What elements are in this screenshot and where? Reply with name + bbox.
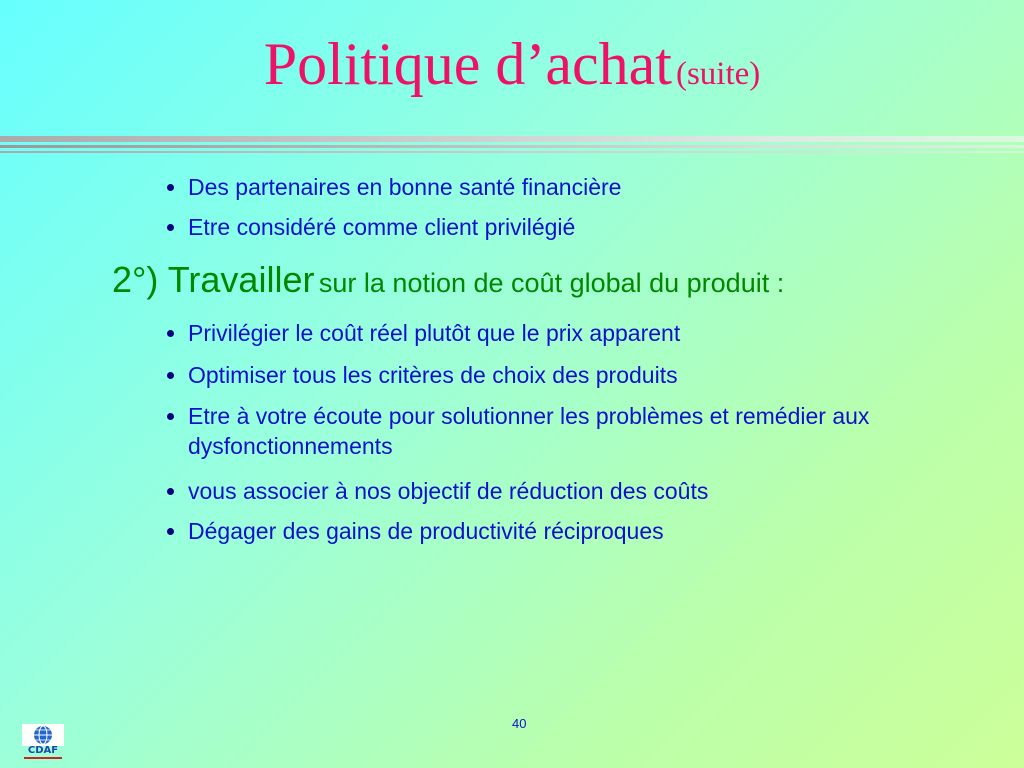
section-heading-number: 2°) Travailler — [112, 259, 315, 300]
section-heading-text: sur la notion de coût global du produit : — [318, 268, 785, 298]
bullet-item — [167, 401, 988, 461]
bullet-dot-icon — [167, 372, 174, 379]
slide-title-main: Politique d’achat — [263, 31, 672, 97]
bullet-text: Dégager des gains de productivité réciproques — [188, 518, 664, 544]
title-divider-top — [0, 136, 1024, 142]
title-divider-bottom — [0, 151, 1024, 153]
bullet-item — [167, 318, 988, 348]
bullet-dot-icon — [167, 528, 174, 535]
section-heading — [112, 260, 784, 308]
bullet-text: Optimiser tous les critères de choix des produits — [188, 362, 678, 388]
bullet-text: Etre à votre écoute pour solutionner les problèmes et remédier aux dysfonctionnements — [188, 403, 870, 459]
bullet-dot-icon — [167, 413, 174, 420]
bullet-text: Des partenaires en bonne santé financière — [188, 174, 622, 200]
title-divider-middle — [0, 145, 1024, 148]
slide-title-suffix: (suite) — [675, 56, 761, 92]
bullet-text: Etre considéré comme client privilégié — [188, 214, 576, 240]
bullet-dot-icon — [167, 488, 174, 495]
bullet-item — [167, 476, 988, 506]
cdaf-logo — [22, 724, 64, 760]
bullet-item — [167, 516, 988, 546]
bullet-dot-icon — [167, 184, 174, 191]
bullet-text: vous associer à nos objectif de réduction des coûts — [188, 478, 709, 504]
bullet-item — [167, 212, 988, 242]
globe-icon — [22, 724, 64, 746]
bullet-item — [167, 172, 988, 202]
bullet-item — [167, 360, 988, 390]
logo-text: CDAF — [27, 745, 59, 756]
page-number: 40 — [512, 716, 527, 731]
bullet-dot-icon — [167, 224, 174, 231]
bullet-text: Privilégier le coût réel plutôt que le prix apparent — [188, 320, 681, 346]
slide-title — [0, 31, 1024, 97]
bullet-dot-icon — [167, 330, 174, 337]
logo-underline — [24, 757, 62, 759]
